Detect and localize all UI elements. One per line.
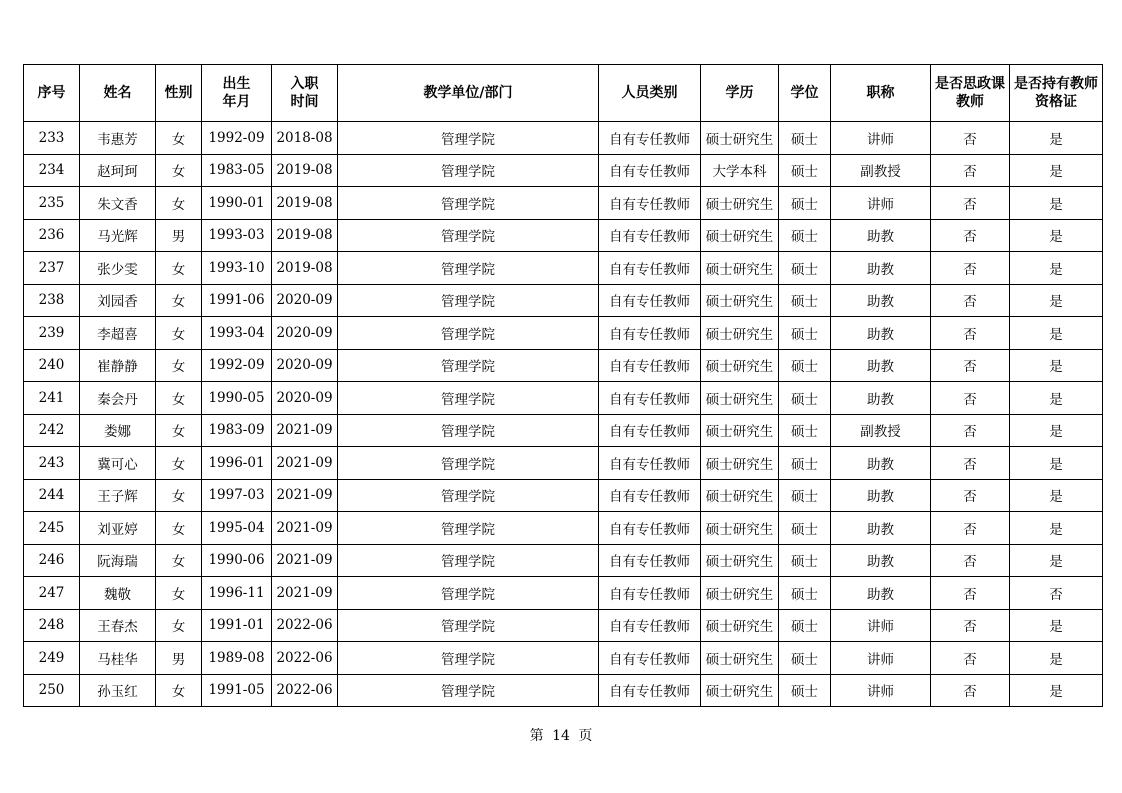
cell-category: 自有专任教师 — [599, 317, 701, 350]
cell-join: 2020-09 — [272, 349, 338, 382]
table-row — [24, 414, 1103, 447]
cell-no: 250 — [24, 674, 80, 707]
cell-name: 韦惠芳 — [80, 122, 156, 155]
cell-gender: 女 — [156, 414, 202, 447]
cell-education: 硕士研究生 — [701, 317, 779, 350]
cell-birth: 1990-01 — [202, 187, 272, 220]
cell-title: 助教 — [831, 252, 931, 285]
cell-gender: 女 — [156, 609, 202, 642]
cell-birth: 1990-05 — [202, 382, 272, 415]
cell-gender: 女 — [156, 284, 202, 317]
cell-title: 讲师 — [831, 187, 931, 220]
cell-title: 助教 — [831, 219, 931, 252]
table-row — [24, 349, 1103, 382]
cell-ideology: 否 — [931, 447, 1010, 480]
cell-cert: 是 — [1010, 642, 1103, 675]
cell-cert: 是 — [1010, 122, 1103, 155]
cell-degree: 硕士 — [779, 609, 831, 642]
cell-unit: 管理学院 — [338, 349, 599, 382]
cell-cert: 是 — [1010, 479, 1103, 512]
cell-gender: 男 — [156, 642, 202, 675]
cell-category: 自有专任教师 — [599, 479, 701, 512]
cell-education: 硕士研究生 — [701, 609, 779, 642]
table-header-row — [24, 65, 1103, 122]
header-title: 职称 — [831, 65, 931, 122]
cell-gender: 女 — [156, 382, 202, 415]
cell-title: 讲师 — [831, 674, 931, 707]
cell-category: 自有专任教师 — [599, 414, 701, 447]
cell-ideology: 否 — [931, 642, 1010, 675]
cell-ideology: 否 — [931, 154, 1010, 187]
cell-ideology: 否 — [931, 609, 1010, 642]
cell-unit: 管理学院 — [338, 382, 599, 415]
cell-unit: 管理学院 — [338, 122, 599, 155]
cell-name: 马桂华 — [80, 642, 156, 675]
cell-degree: 硕士 — [779, 512, 831, 545]
cell-no: 248 — [24, 609, 80, 642]
cell-education: 硕士研究生 — [701, 544, 779, 577]
cell-name: 刘园香 — [80, 284, 156, 317]
table-row — [24, 447, 1103, 480]
header-join: 入职 时间 — [272, 65, 338, 122]
cell-category: 自有专任教师 — [599, 349, 701, 382]
cell-category: 自有专任教师 — [599, 512, 701, 545]
cell-ideology: 否 — [931, 317, 1010, 350]
cell-birth: 1996-11 — [202, 577, 272, 610]
cell-no: 242 — [24, 414, 80, 447]
cell-category: 自有专任教师 — [599, 154, 701, 187]
cell-unit: 管理学院 — [338, 544, 599, 577]
table-row — [24, 317, 1103, 350]
cell-degree: 硕士 — [779, 154, 831, 187]
table-row — [24, 219, 1103, 252]
cell-ideology: 否 — [931, 187, 1010, 220]
cell-unit: 管理学院 — [338, 577, 599, 610]
cell-join: 2021-09 — [272, 577, 338, 610]
cell-join: 2021-09 — [272, 447, 338, 480]
cell-gender: 女 — [156, 544, 202, 577]
table-body — [24, 122, 1103, 707]
header-cert: 是否持有教师 资格证 — [1010, 65, 1103, 122]
cell-cert: 是 — [1010, 154, 1103, 187]
cell-name: 阮海瑞 — [80, 544, 156, 577]
cell-name: 刘亚婷 — [80, 512, 156, 545]
cell-unit: 管理学院 — [338, 512, 599, 545]
cell-degree: 硕士 — [779, 577, 831, 610]
table-row — [24, 382, 1103, 415]
cell-education: 硕士研究生 — [701, 187, 779, 220]
cell-name: 魏敬 — [80, 577, 156, 610]
cell-cert: 是 — [1010, 317, 1103, 350]
cell-gender: 女 — [156, 479, 202, 512]
cell-unit: 管理学院 — [338, 414, 599, 447]
cell-education: 硕士研究生 — [701, 447, 779, 480]
cell-name: 王春杰 — [80, 609, 156, 642]
table-row — [24, 609, 1103, 642]
cell-ideology: 否 — [931, 252, 1010, 285]
cell-join: 2019-08 — [272, 154, 338, 187]
cell-cert: 是 — [1010, 414, 1103, 447]
cell-cert: 是 — [1010, 609, 1103, 642]
cell-join: 2020-09 — [272, 382, 338, 415]
cell-name: 冀可心 — [80, 447, 156, 480]
cell-title: 助教 — [831, 479, 931, 512]
cell-name: 孙玉红 — [80, 674, 156, 707]
cell-cert: 是 — [1010, 252, 1103, 285]
cell-education: 硕士研究生 — [701, 284, 779, 317]
cell-unit: 管理学院 — [338, 609, 599, 642]
cell-title: 讲师 — [831, 642, 931, 675]
cell-birth: 1992-09 — [202, 349, 272, 382]
cell-unit: 管理学院 — [338, 284, 599, 317]
cell-join: 2020-09 — [272, 317, 338, 350]
cell-cert: 是 — [1010, 382, 1103, 415]
cell-birth: 1989-08 — [202, 642, 272, 675]
cell-unit: 管理学院 — [338, 317, 599, 350]
cell-join: 2022-06 — [272, 609, 338, 642]
cell-degree: 硕士 — [779, 317, 831, 350]
cell-title: 讲师 — [831, 609, 931, 642]
cell-no: 233 — [24, 122, 80, 155]
cell-ideology: 否 — [931, 674, 1010, 707]
cell-gender: 女 — [156, 187, 202, 220]
cell-title: 助教 — [831, 512, 931, 545]
cell-join: 2021-09 — [272, 479, 338, 512]
cell-unit: 管理学院 — [338, 479, 599, 512]
cell-gender: 女 — [156, 122, 202, 155]
cell-no: 234 — [24, 154, 80, 187]
cell-education: 硕士研究生 — [701, 642, 779, 675]
table-row — [24, 577, 1103, 610]
cell-degree: 硕士 — [779, 447, 831, 480]
staff-table-container — [23, 64, 1102, 707]
cell-category: 自有专任教师 — [599, 544, 701, 577]
cell-name: 崔静静 — [80, 349, 156, 382]
cell-no: 235 — [24, 187, 80, 220]
page-suffix: 页 — [578, 728, 593, 744]
cell-title: 助教 — [831, 349, 931, 382]
cell-degree: 硕士 — [779, 349, 831, 382]
staff-table — [23, 64, 1103, 707]
cell-cert: 是 — [1010, 219, 1103, 252]
cell-name: 李超喜 — [80, 317, 156, 350]
cell-category: 自有专任教师 — [599, 382, 701, 415]
cell-cert: 是 — [1010, 349, 1103, 382]
cell-title: 副教授 — [831, 414, 931, 447]
cell-category: 自有专任教师 — [599, 447, 701, 480]
cell-birth: 1993-03 — [202, 219, 272, 252]
cell-cert: 否 — [1010, 577, 1103, 610]
cell-cert: 是 — [1010, 512, 1103, 545]
cell-ideology: 否 — [931, 512, 1010, 545]
table-row — [24, 122, 1103, 155]
cell-no: 237 — [24, 252, 80, 285]
header-unit: 教学单位/部门 — [338, 65, 599, 122]
cell-degree: 硕士 — [779, 219, 831, 252]
cell-join: 2022-06 — [272, 642, 338, 675]
cell-education: 硕士研究生 — [701, 122, 779, 155]
cell-join: 2021-09 — [272, 414, 338, 447]
cell-degree: 硕士 — [779, 122, 831, 155]
header-no: 序号 — [24, 65, 80, 122]
cell-category: 自有专任教师 — [599, 609, 701, 642]
cell-join: 2019-08 — [272, 219, 338, 252]
cell-unit: 管理学院 — [338, 642, 599, 675]
cell-gender: 女 — [156, 317, 202, 350]
cell-gender: 女 — [156, 154, 202, 187]
cell-title: 助教 — [831, 284, 931, 317]
cell-join: 2021-09 — [272, 544, 338, 577]
table-row — [24, 187, 1103, 220]
cell-degree: 硕士 — [779, 382, 831, 415]
cell-degree: 硕士 — [779, 252, 831, 285]
cell-no: 245 — [24, 512, 80, 545]
cell-category: 自有专任教师 — [599, 219, 701, 252]
cell-ideology: 否 — [931, 544, 1010, 577]
cell-title: 副教授 — [831, 154, 931, 187]
cell-birth: 1983-09 — [202, 414, 272, 447]
header-birth: 出生 年月 — [202, 65, 272, 122]
header-name: 姓名 — [80, 65, 156, 122]
cell-name: 娄娜 — [80, 414, 156, 447]
table-row — [24, 284, 1103, 317]
table-row — [24, 154, 1103, 187]
cell-no: 243 — [24, 447, 80, 480]
cell-name: 王子辉 — [80, 479, 156, 512]
cell-birth: 1996-01 — [202, 447, 272, 480]
cell-gender: 女 — [156, 577, 202, 610]
cell-join: 2019-08 — [272, 252, 338, 285]
cell-ideology: 否 — [931, 577, 1010, 610]
cell-degree: 硕士 — [779, 284, 831, 317]
cell-unit: 管理学院 — [338, 219, 599, 252]
cell-ideology: 否 — [931, 122, 1010, 155]
cell-education: 硕士研究生 — [701, 382, 779, 415]
cell-no: 239 — [24, 317, 80, 350]
cell-name: 朱文香 — [80, 187, 156, 220]
header-gender: 性别 — [156, 65, 202, 122]
cell-cert: 是 — [1010, 447, 1103, 480]
cell-education: 硕士研究生 — [701, 674, 779, 707]
cell-education: 硕士研究生 — [701, 252, 779, 285]
cell-education: 硕士研究生 — [701, 479, 779, 512]
cell-degree: 硕士 — [779, 414, 831, 447]
table-row — [24, 512, 1103, 545]
cell-no: 247 — [24, 577, 80, 610]
cell-unit: 管理学院 — [338, 674, 599, 707]
cell-category: 自有专任教师 — [599, 577, 701, 610]
table-row — [24, 642, 1103, 675]
cell-cert: 是 — [1010, 284, 1103, 317]
cell-title: 助教 — [831, 317, 931, 350]
cell-name: 秦会丹 — [80, 382, 156, 415]
cell-category: 自有专任教师 — [599, 642, 701, 675]
page-number: 14 — [552, 728, 570, 744]
page-footer — [0, 725, 1122, 745]
cell-cert: 是 — [1010, 674, 1103, 707]
cell-birth: 1990-06 — [202, 544, 272, 577]
table-row — [24, 252, 1103, 285]
cell-join: 2020-09 — [272, 284, 338, 317]
cell-category: 自有专任教师 — [599, 252, 701, 285]
cell-birth: 1993-04 — [202, 317, 272, 350]
cell-birth: 1995-04 — [202, 512, 272, 545]
cell-name: 马光辉 — [80, 219, 156, 252]
cell-category: 自有专任教师 — [599, 122, 701, 155]
cell-no: 241 — [24, 382, 80, 415]
cell-gender: 男 — [156, 219, 202, 252]
cell-gender: 女 — [156, 512, 202, 545]
cell-ideology: 否 — [931, 349, 1010, 382]
cell-birth: 1983-05 — [202, 154, 272, 187]
cell-degree: 硕士 — [779, 187, 831, 220]
table-row — [24, 479, 1103, 512]
cell-education: 硕士研究生 — [701, 219, 779, 252]
cell-ideology: 否 — [931, 219, 1010, 252]
cell-join: 2018-08 — [272, 122, 338, 155]
header-ideology: 是否思政课 教师 — [931, 65, 1010, 122]
cell-education: 硕士研究生 — [701, 577, 779, 610]
cell-birth: 1997-03 — [202, 479, 272, 512]
cell-birth: 1991-05 — [202, 674, 272, 707]
cell-join: 2022-06 — [272, 674, 338, 707]
cell-category: 自有专任教师 — [599, 284, 701, 317]
cell-degree: 硕士 — [779, 544, 831, 577]
cell-title: 助教 — [831, 447, 931, 480]
cell-no: 246 — [24, 544, 80, 577]
cell-no: 244 — [24, 479, 80, 512]
cell-category: 自有专任教师 — [599, 187, 701, 220]
cell-gender: 女 — [156, 447, 202, 480]
cell-join: 2021-09 — [272, 512, 338, 545]
cell-unit: 管理学院 — [338, 252, 599, 285]
cell-birth: 1991-01 — [202, 609, 272, 642]
cell-ideology: 否 — [931, 479, 1010, 512]
cell-gender: 女 — [156, 349, 202, 382]
cell-education: 硕士研究生 — [701, 512, 779, 545]
cell-degree: 硕士 — [779, 674, 831, 707]
cell-no: 240 — [24, 349, 80, 382]
table-row — [24, 674, 1103, 707]
cell-cert: 是 — [1010, 187, 1103, 220]
cell-unit: 管理学院 — [338, 187, 599, 220]
cell-name: 赵珂珂 — [80, 154, 156, 187]
cell-unit: 管理学院 — [338, 154, 599, 187]
cell-education: 硕士研究生 — [701, 414, 779, 447]
cell-ideology: 否 — [931, 284, 1010, 317]
cell-join: 2019-08 — [272, 187, 338, 220]
cell-no: 236 — [24, 219, 80, 252]
cell-no: 238 — [24, 284, 80, 317]
cell-category: 自有专任教师 — [599, 674, 701, 707]
cell-title: 讲师 — [831, 122, 931, 155]
cell-name: 张少雯 — [80, 252, 156, 285]
header-category: 人员类别 — [599, 65, 701, 122]
cell-title: 助教 — [831, 577, 931, 610]
cell-ideology: 否 — [931, 382, 1010, 415]
page-prefix: 第 — [529, 728, 544, 744]
table-row — [24, 544, 1103, 577]
cell-birth: 1993-10 — [202, 252, 272, 285]
cell-birth: 1991-06 — [202, 284, 272, 317]
cell-degree: 硕士 — [779, 479, 831, 512]
cell-cert: 是 — [1010, 544, 1103, 577]
cell-birth: 1992-09 — [202, 122, 272, 155]
cell-unit: 管理学院 — [338, 447, 599, 480]
cell-ideology: 否 — [931, 414, 1010, 447]
cell-title: 助教 — [831, 544, 931, 577]
cell-degree: 硕士 — [779, 642, 831, 675]
header-degree: 学位 — [779, 65, 831, 122]
header-education: 学历 — [701, 65, 779, 122]
cell-gender: 女 — [156, 252, 202, 285]
cell-education: 大学本科 — [701, 154, 779, 187]
cell-gender: 女 — [156, 674, 202, 707]
cell-no: 249 — [24, 642, 80, 675]
cell-title: 助教 — [831, 382, 931, 415]
cell-education: 硕士研究生 — [701, 349, 779, 382]
